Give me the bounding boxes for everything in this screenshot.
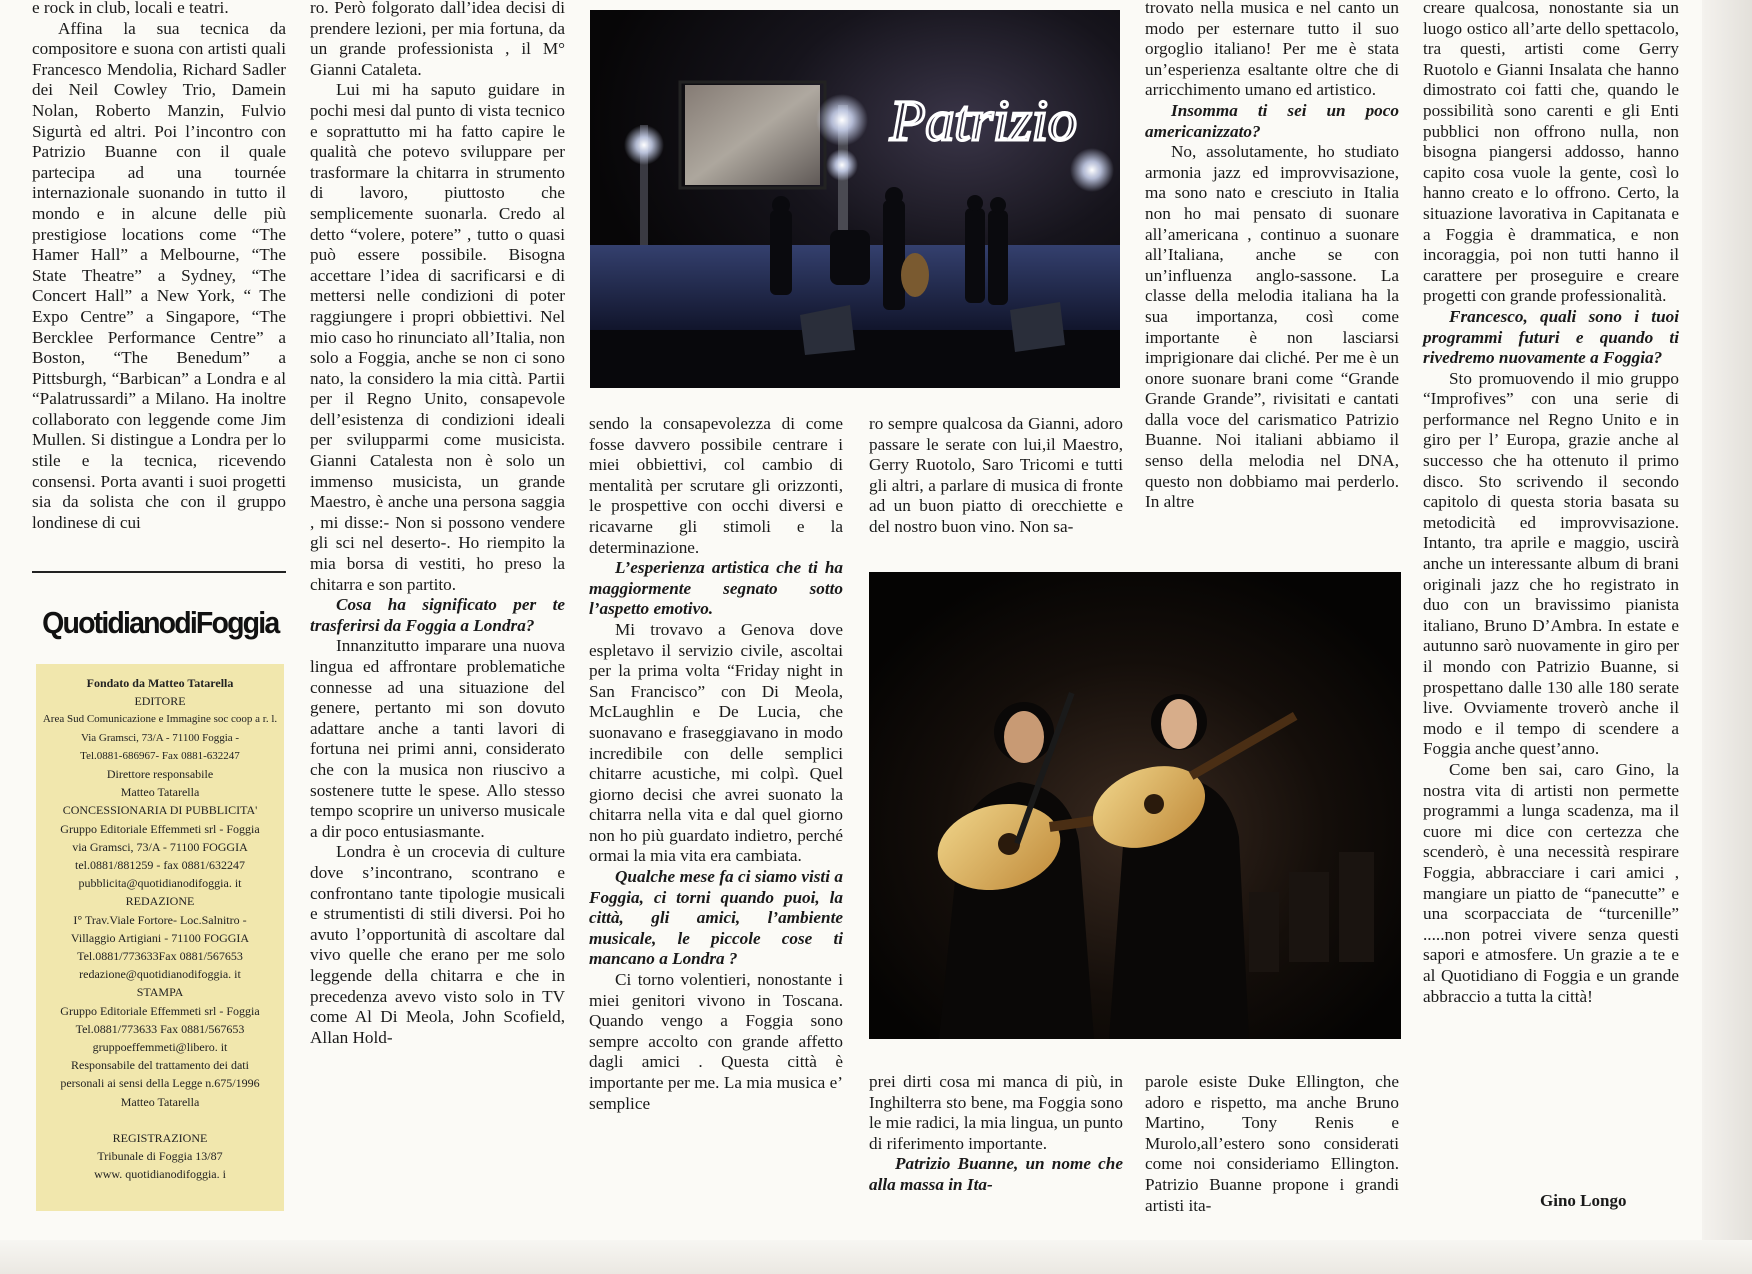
article-column-4-bottom [869, 1072, 1123, 1196]
info-line [36, 1111, 284, 1129]
info-line: tel.0881/881259 - fax 0881/632247 [75, 858, 245, 873]
article-column-4 [869, 414, 1123, 538]
paragraph: Sto promuovendo il mio gruppo “Improfives” con una serie di performance nel Regno Unito e in giro per l’ Europa, grazie anche al successo che ha ottenuto il primo disco. Sto scrivendo il secondo capitolo di questa storia basata su metodicità ed improvvisazione. Intanto, tra aprile e maggio, uscirà anche un interessante album di brani originali jazz che ho registrato in duo con un bravissimo pianista italiano, Bruno D’Ambra. In estate e autunno sarò nuovamente in giro per il mondo con Patrizio Buanne, si prospettano dalle 130 alle 180 serate live. Ovviamente troverò anche il modo e il tempo di scendere a Foggia anche quest’anno. [1423, 368, 1679, 759]
publisher-info-box [36, 664, 284, 1211]
paragraph: ro sempre qualcosa da Gianni, adoro passare le serate con lui,il Maestro, Gerry Ruotolo, Saro Tricomi e tutti gli altri, a parlare di musica di fronte ad un buon piatto di orecchiette e del nostro buon vino. Non sa- [869, 414, 1123, 536]
article-column-2 [310, 0, 565, 1048]
paragraph: ro. Però folgorato dall’idea decisi di prendere lezioni, per mia fortuna, da un grande professionista , il M° Gianni Cataleta. [310, 0, 565, 79]
info-line: Area Sud Comunicazione e Immagine soc coop a r. l. [42, 713, 278, 726]
paragraph: Affina la sua tecnica da compositore e suona con artisti quali Francesco Mendolia, Richard Sadler dei Neil Cowley Trio, Damein Nolan, Roberto Manzin, Fulvio Sigurtà ed altri. Poi l’incontro con Patrizio Buanne con il quale partecipa ad una tournée internazionale suonando in tutto il mondo e in alcune delle più prestigiose locations come “The Hamer Hall” a Melbourne, “The State Theatre” a Sydney, “The Concert Hall” a New York, “ The Expo Centre” a Singapore, “The Bercklee Performance Centre” a Boston, “The Benedum” a Pittsburgh, “Barbican” a Londra e al “Palatrussardi” a Milano. Ha inoltre collaborato con leggende come Jim Mullen. Si distingue a Londra per lo stile e la tecnica, ricevendo consensi. Porta avanti i suoi progetti sia da solista che con il gruppo londinese di cui [32, 18, 286, 532]
info-line: Tel.0881/773633Fax 0881/567653 [77, 949, 243, 964]
paragraph: Ci torno volentieri, nonostante i miei genitori vivono in Toscana. Quando vengo a Foggia sono sempre accolto con grande affetto dagli amici . Questa città è importante per me. La mia musica e’ semplice [589, 970, 843, 1113]
paragraph: sendo la consapevolezza di come fosse davvero possibile centrare i miei obbiettivi, col cambio di mentalità per scrutare gli orizzonti, le prospettive con occhi diversi e ricavarne gli stimoli e la determinazione. [589, 414, 843, 557]
interview-question: Qualche mese fa ci siamo visti a Foggia, ci torni quando puoi, la città, gli amici, l’ambiente musicale, le piccole cose ti mancano a Londra ? [589, 867, 843, 969]
interview-question: Insomma ti sei un poco americanizzato? [1145, 100, 1399, 141]
info-line: Gruppo Editoriale Effemmeti srl - Foggia [60, 821, 260, 836]
interview-question: L’esperienza artistica che ti ha maggiormente segnato sotto l’aspetto emotivo. [589, 558, 843, 619]
column-rule [32, 571, 286, 573]
info-line: Direttore responsabile [106, 767, 214, 782]
paragraph: trovato nella musica e nel canto un modo per esternare tutto il suo orgoglio italiano! Per me è stata un’esperienza esaltante oltre che di arricchimento umano ed artistico. [1145, 0, 1399, 100]
paragraph: Mi trovavo a Genova dove espletavo il servizio civile, ascoltai per la prima volta “Friday night in San Francisco” con Di Meola, McLaughlin e De Lucia, che suonavano e fraseggiavano in modo incredibile con delle semplici chitarre acustiche, mi colpì. Quel giorno decisi che avrei suonato la chitarra nella vita e dal quel giorno non ho più guardato indietro, perché ormai la mia vita era cambiata. [589, 619, 843, 866]
paragraph: parole esiste Duke Ellington, che adoro e rispetto, ma anche Bruno Martino, Tony Renis e Murolo,all’estero sono considerati come noi consideriamo Ellington. Patrizio Buanne propone i grandi artisti ita- [1145, 1072, 1399, 1215]
info-line: EDITORE [134, 694, 186, 709]
info-line: STAMPA [136, 985, 184, 1000]
info-line: Gruppo Editoriale Effemmeti srl - Foggia [60, 1003, 260, 1018]
info-line: Tribunale di Foggia 13/87 [97, 1149, 223, 1164]
paragraph: Come ben sai, caro Gino, la nostra vita di artisti non permette programmi a lunga scadenza, ma il cuore mi dice con certezza che scenderò, è una necessità respirare Foggia, abbracciare i cari amici , mangiare un piatto de “panecutte” e una scorpacciata de “turcenille” .....non potrei vivere senza questi sapori e atmosfere. Un grazie a te e al Quotidiano di Foggia e un grande abbraccio a tutta la città! [1423, 759, 1679, 1006]
interview-question: Patrizio Buanne, un nome che alla massa in Ita- [869, 1154, 1123, 1194]
info-line: Matteo Tatarella [120, 1094, 200, 1109]
paragraph: Innanzitutto imparare una nuova lingua ed affrontare problematiche connesse ad una situazione del genere, pertanto mi son dovuto adattare anche a tanti lavori di fortuna nei primi anni, considerato che con la musica non riuscivo a sostenere tutte le spese. Allo stesso tempo scoprire un universo musicale a dir poco entusiasmante. [310, 636, 565, 841]
article-column-3 [589, 414, 843, 1114]
info-line: CONCESSIONARIA DI PUBBLICITA' [62, 803, 258, 818]
info-line: I° Trav.Viale Fortore- Loc.Salnitro - [73, 912, 247, 927]
article-column-5-bottom [1145, 1072, 1399, 1216]
info-line: via Gramsci, 73/A - 71100 FOGGIA [72, 839, 248, 854]
paragraph: prei dirti cosa mi manca di più, in Inghilterra sto bene, ma Foggia sono le mie radici, la mia lingua, un punto di riferimento importante. [869, 1072, 1123, 1153]
acoustic-duo-photo [869, 572, 1401, 1039]
info-line: Fondato da Matteo Tatarella [86, 676, 234, 690]
neon-sign-text: Patrizio [890, 88, 1077, 153]
info-line: Responsabile del trattamento dei dati [71, 1058, 249, 1073]
author-signature: Gino Longo [1540, 1191, 1627, 1210]
concert-stage-photo [590, 10, 1120, 388]
info-line: personali ai sensi della Legge n.675/1996 [60, 1076, 260, 1091]
article-column-1 [32, 0, 286, 533]
paragraph: e rock in club, locali e teatri. [32, 0, 229, 17]
scan-edge [1702, 0, 1752, 1274]
info-line: Tel.0881/773633 Fax 0881/567653 [75, 1021, 245, 1036]
article-column-6 [1423, 0, 1679, 1007]
info-line: pubblicita@quotidianodifoggia. it [78, 876, 242, 891]
info-line: REDAZIONE [125, 894, 195, 909]
paragraph: Lui mi ha saputo guidare in pochi mesi dal punto di vista tecnico e soprattutto mi ha fatto capire le qualità che potevo sviluppare per trasformare la chitarra in strumento di lavoro, piuttosto che semplicemente suonarla. Credo al detto “volere, potere” , tutto o quasi può essere possibile. Bisogna accettare l’idea di sacrificarsi e di mettersi nelle condizioni di poter raggiungere i propri obbiettivi. Nel mio caso ho rinunciato all’Italia, non solo a Foggia, anche se non ci sono nato, la considero la mia città. Partii per il Regno Unito, consapevole dell’esistenza di condizioni ideali per svilupparmi come musicista. Gianni Catalesta non è solo un immenso musicista, un grande Maestro, è anche una persona saggia , mi disse:- Non si possono vendere gli sci nel deserto-. Ho riempito la mia borsa di vestiti, ho preso la chitarra e son partito. [310, 80, 565, 594]
info-line: www. quotidianodifoggia. i [94, 1167, 226, 1182]
info-line: gruppoeffemmeti@libero. it [92, 1040, 228, 1055]
info-line: Via Gramsci, 73/A - 71100 Foggia - [80, 731, 240, 744]
info-line: REGISTRAZIONE [112, 1131, 208, 1146]
newspaper-masthead: QuotidianodiFoggia [42, 605, 279, 640]
paragraph: No, assolutamente, ho studiato armonia jazz ed improvvisazione, ma sono nato e cresciuto in Italia non ho mai pensato di suonare all’americana , continuo a suonare all’Italiana, anche se con un’influenza anglo-sassone. La classe della melodia italiana ha la sua importanza, così come importante è non lasciarsi imprigionare dai cliché. Per me è un onore suonare brani come “Grande Grande Grande”, rivisitati e cantati dalla voce del carismatico Patrizio Buanne. Noi italiani abbiamo il senso della melodia nel DNA, questo non dobbiamo mai perderlo. In altre [1145, 142, 1399, 512]
article-column-5 [1145, 0, 1399, 513]
interview-question: Cosa ha significato per te trasferirsi da Foggia a Londra? [310, 595, 565, 635]
info-line: Tel.0881-686967- Fax 0881-632247 [80, 749, 240, 762]
info-line: Matteo Tatarella [120, 785, 200, 800]
scan-bottom-edge [0, 1240, 1752, 1274]
info-line: Villaggio Artigiani - 71100 FOGGIA [70, 930, 250, 945]
paragraph: creare qualcosa, nonostante sia un luogo ostico all’arte dello spettacolo, tra questi, artisti come Gerry Ruotolo e Gianni Insalata che hanno dimostrato coi fatti che, quando le possibilità sono carenti e gli Enti pubblici non offrono nulla, non bisogna piangersi addosso, hanno capito cosa vuole la gente, così lo hanno creato e lo offrono. Certo, la situazione lavorativa in Capitanata e a Foggia è drammatica, e non incoraggia, poi non tutti hanno il carattere per proseguire e creare progetti con grande professionalità. [1423, 0, 1679, 306]
paragraph: Londra è un crocevia di culture dove s’incontrano, scontrano e confrontano tante tipologie musicali e strumentisti di stili diversi. Poi ho avuto l’opportunità di ascoltare dal vivo quelle che erano per me solo leggende della chitarra e che in precedenza avevo visto solo in TV come Al Di Meola, John Scofield, Allan Hold- [310, 842, 565, 1047]
interview-question: Francesco, quali sono i tuoi programmi futuri e quando ti rivedremo nuovamente a Foggia? [1423, 306, 1679, 368]
info-line: redazione@quotidianodifoggia. it [79, 967, 241, 982]
